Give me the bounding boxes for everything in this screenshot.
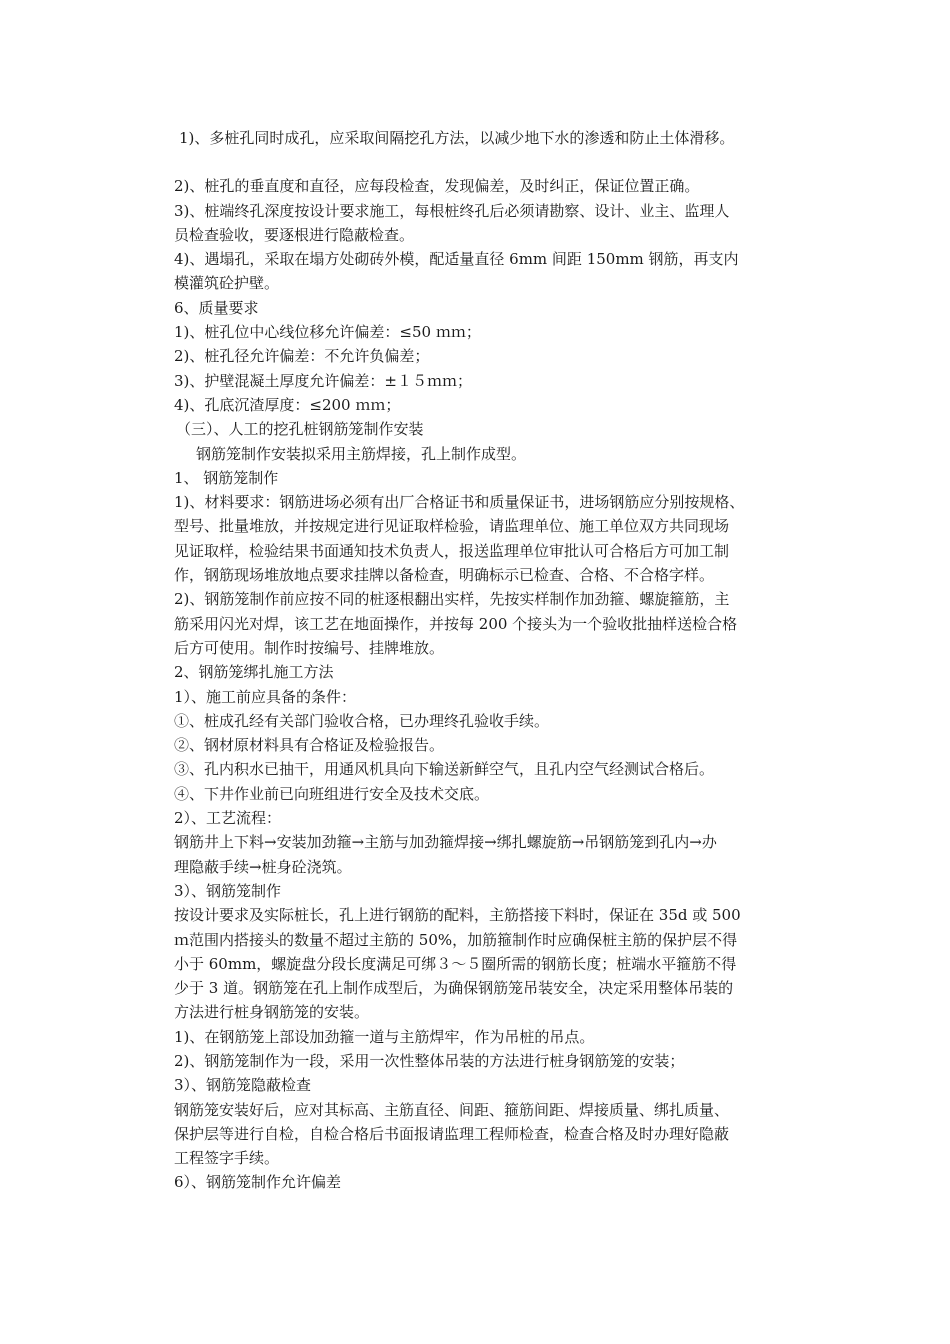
paragraph-gap [174, 150, 814, 174]
text-line: ③、孔内积水已抽干，用通风机具向下输送新鲜空气，且孔内空气经测试合格后。 [174, 760, 715, 779]
text-line: 员检查验收，要逐根进行隐蔽检查。 [174, 225, 415, 244]
text-line: 钢筋井上下料→安装加劲箍→主筋与加劲箍焊接→绑扎螺旋筋→吊钢筋笼到孔内→办 [174, 833, 717, 852]
section-heading: 6、质量要求 [174, 298, 259, 317]
text-line: 2)、桩孔径允许偏差：不允许负偏差； [174, 347, 430, 366]
section-heading: 2、钢筋笼绑扎施工方法 [174, 663, 334, 682]
text-line: 型号、批量堆放，并按规定进行见证取样检验，请监理单位、施工单位双方共同现场 [174, 517, 730, 536]
text-line: 1)、材料要求：钢筋进场必须有出厂合格证书和质量保证书，进场钢筋应分别按规格、 [174, 493, 745, 512]
text-line: 工程签字手续。 [174, 1149, 280, 1168]
text-line: 筋采用闪光对焊，该工艺在地面操作，并按每 200 个接头为一个验收批抽样送检合格 [174, 614, 738, 633]
text-line: 少于 3 道。钢筋笼在孔上制作成型后，为确保钢筋笼吊装安全，决定采用整体吊装的 [174, 979, 734, 998]
text-line: 模灌筑砼护壁。 [174, 274, 280, 293]
section-heading: （三）、人工的挖孔桩钢筋笼制作安装 [176, 420, 424, 439]
text-line: 钢筋笼制作安装拟采用主筋焊接，孔上制作成型。 [196, 444, 527, 463]
text-line: 按设计要求及实际桩长，孔上进行钢筋的配料，主筋搭接下料时，保证在 35d 或 500 [174, 906, 741, 925]
text-line: 2)、钢筋笼制作为一段，采用一次性整体吊装的方法进行桩身钢筋笼的安装； [174, 1051, 685, 1070]
text-line: 1)、多桩孔同时成孔，应采取间隔挖孔方法，以减少地下水的渗透和防止土体滑移。 [179, 129, 735, 147]
text-line: 4)、遇塌孔，采取在塌方处砌砖外模，配适量直径 6mm 间距 150mm 钢筋，再支内 [174, 250, 739, 269]
text-line: 1)、在钢筋笼上部设加劲箍一道与主筋焊牢，作为吊桩的吊点。 [174, 1027, 595, 1046]
text-line: 3)、桩端终孔深度按设计要求施工，每根桩终孔后必须请勘察、设计、业主、监理人 [174, 201, 730, 220]
text-line: 4)、孔底沉渣厚度：≤200 ｍｍ； [174, 395, 401, 414]
text-line: 1）、施工前应具备的条件： [174, 687, 357, 706]
text-line: ②、钢材原材料具有合格证及检验报告。 [174, 736, 445, 755]
text-line: 2）、工艺流程： [174, 809, 282, 828]
text-line: 作，钢筋现场堆放地点要求挂牌以备检查，明确标示已检查、合格、不合格字样。 [174, 566, 715, 585]
section-heading: 1、 钢筋笼制作 [174, 468, 279, 487]
text-line: ①、桩成孔经有关部门验收合格，已办理终孔验收手续。 [174, 711, 550, 730]
text-line: 6）、钢筋笼制作允许偏差 [174, 1173, 342, 1192]
text-line: 小于 60mm，螺旋盘分段长度满足可绑３～５圈所需的钢筋长度；桩端水平箍筋不得 [174, 954, 737, 973]
text-line: 见证取样，检验结果书面通知技术负责人，报送监理单位审批认可合格后方可加工制 [174, 541, 730, 560]
document-body [174, 126, 814, 1195]
text-line: 后方可使用。制作时按编号、挂牌堆放。 [174, 638, 445, 657]
text-line: 2)、桩孔的垂直度和直径，应每段检查，发现偏差，及时纠正，保证位置正确。 [174, 177, 700, 196]
text-line: 方法进行桩身钢筋笼的安装。 [174, 1003, 370, 1022]
text-line: 保护层等进行自检，自检合格后书面报请监理工程师检查，检查合格及时办理好隐蔽 [174, 1124, 730, 1143]
text-line: 2)、钢筋笼制作前应按不同的桩逐根翻出实样，先按实样制作加劲箍、螺旋箍筋，主 [174, 590, 730, 609]
text-line: 钢筋笼安装好后，应对其标高、主筋直径、间距、箍筋间距、焊接质量、绑扎质量、 [174, 1100, 730, 1119]
text-line: 理隐蔽手续→桩身砼浇筑。 [174, 857, 352, 876]
text-line: 1)、桩孔位中心线位移允许偏差：≤50 ｍｍ； [174, 323, 481, 342]
text-line: 3)、护壁混凝土厚度允许偏差：±１５ｍｍ； [174, 371, 472, 390]
text-line: ｍ范围内搭接头的数量不超过主筋的 50%，加筋箍制作时应确保桩主筋的保护层不得 [174, 930, 738, 949]
text-line: 3）、钢筋笼隐蔽检查 [174, 1076, 312, 1095]
text-line: 3）、钢筋笼制作 [174, 881, 282, 900]
text-line: ④、下井作业前已向班组进行安全及技术交底。 [174, 784, 490, 803]
